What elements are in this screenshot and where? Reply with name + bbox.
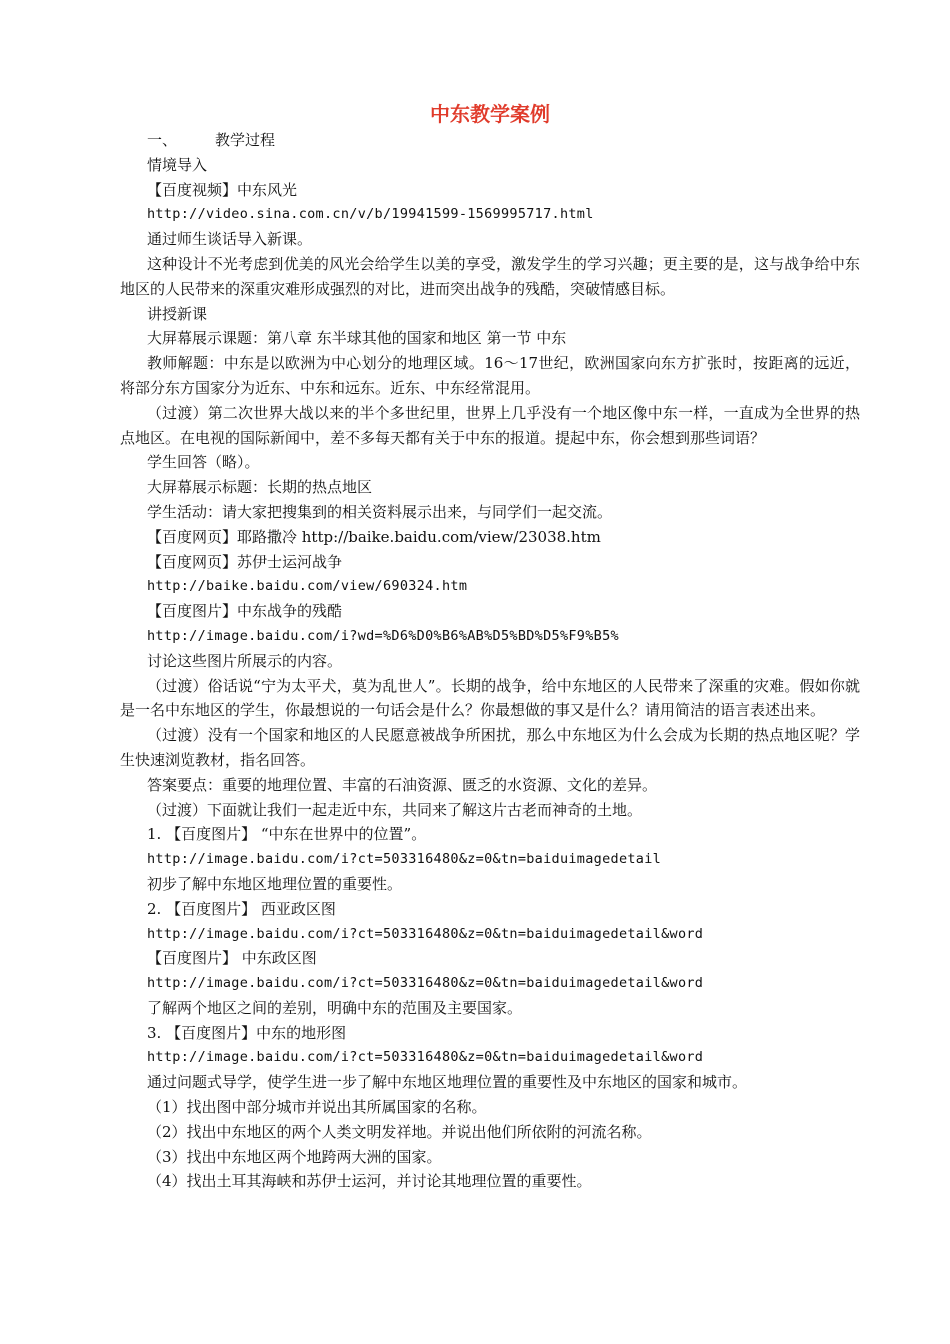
list-number: 2. [147,899,162,918]
list-item-2: 2. 【百度图片】 西亚政区图 [147,899,336,918]
resource-war-images: 【百度图片】中东战争的残酷 [147,602,343,621]
resource-suez: 【百度网页】苏伊士运河战争 [147,552,343,571]
list-item-3: 3. 【百度图片】中东的地形图 [147,1023,347,1042]
list-number: 1. [147,825,162,844]
text-line: 大屏幕展示标题：长期的热点地区 [147,478,373,497]
question-2: （2）找出中东地区的两个人类文明发祥地。并说出他们所依附的河流名称。 [147,1122,652,1141]
page-title: 中东教学案例 [430,102,550,126]
resource-jerusalem[interactable]: 【百度网页】耶路撒冷 http://baike.baidu.com/view/23038.htm [147,527,601,546]
section-heading [120,128,860,153]
question-1: （1）找出图中部分城市并说出其所属国家的名称。 [147,1098,487,1117]
question-3: （3）找出中东地区两个地跨两大洲的国家。 [147,1147,442,1166]
text-line: 讨论这些图片所展示的内容。 [147,651,343,670]
list-item-1: 1. 【百度图片】 “中东在世界中的位置”。 [147,825,427,844]
document-page [120,100,860,1194]
question-4: （4）找出土耳其海峡和苏伊士运河，并讨论其地理位置的重要性。 [147,1172,592,1191]
link-item-1[interactable]: http://image.baidu.com/i?ct=503316480&z=0&tn=baiduimagedetail [147,851,662,868]
paragraph-transition-1: （过渡）第二次世界大战以来的半个多世纪里，世界上几乎没有一个地区像中东一样，一直成为全世界的热点地区。在电视的国际新闻中，差不多每天都有关于中东的报道。提起中东，你会想到那些词语？ [120,403,860,447]
paragraph-transition-3: （过渡）没有一个国家和地区的人民愿意被战争所困扰，那么中东地区为什么会成为长期的热点地区呢？学生快速浏览教材，指名回答。 [120,726,860,769]
section-label: 教学过程 [215,131,276,149]
link-item-3[interactable]: http://image.baidu.com/i?ct=503316480&z=0&tn=baiduimagedetail&word [147,1049,704,1066]
text-line: 初步了解中东地区地理位置的重要性。 [147,874,403,893]
text-line: 学生回答（略）。 [147,453,260,472]
text-line: 通过师生谈话导入新课。 [147,230,313,249]
text-line: 学生活动：请大家把搜集到的相关资料展示出来，与同学们一起交流。 [147,502,613,521]
paragraph-design: 这种设计不光考虑到优美的风光会给学生以美的享受，激发学生的学习兴趣；更主要的是，这与战争给中东地区的人民带来的深重灾难形成强烈的对比，进而突出战争的残酷，突破情感目标。 [120,254,860,298]
paragraph-jieti: 教师解题：中东是以欧洲为中心划分的地理区域。16～17世纪，欧洲国家向东方扩张时，按距离的远近，将部分东方国家分为近东、中东和远东。近东、中东经常混用。 [120,354,860,397]
link-video[interactable]: http://video.sina.com.cn/v/b/19941599-1569995717.html [147,206,594,223]
section-number: 一、 [147,131,178,149]
text-line: 大屏幕展示课题：第八章 东半球其他的国家和地区 第一节 中东 [147,329,567,348]
text-line: 通过问题式导学，使学生进一步了解中东地区地理位置的重要性及中东地区的国家和城市。 [147,1073,748,1092]
link-zhengqu[interactable]: http://image.baidu.com/i?ct=503316480&z=0&tn=baiduimagedetail&word [147,975,704,992]
link-item-2[interactable]: http://image.baidu.com/i?ct=503316480&z=0&tn=baiduimagedetail&word [147,925,704,942]
text-line: 答案要点：重要的地理位置、丰富的石油资源、匮乏的水资源、文化的差异。 [147,775,658,794]
link-suez[interactable]: http://baike.baidu.com/view/690324.htm [147,578,468,595]
subheading-teaching: 讲授新课 [147,304,208,323]
subheading-intro: 情境导入 [147,155,208,174]
link-war-images[interactable]: http://image.baidu.com/i?wd=%D6%D0%B6%AB%D5%BD%D5%F9%B5% [147,627,619,644]
text-line: 了解两个地区之间的差别，明确中东的范围及主要国家。 [147,998,523,1017]
list-number: 3. [147,1023,162,1042]
text-line: （过渡）下面就让我们一起走近中东，共同来了解这片古老而神奇的土地。 [147,800,643,819]
resource-zhengqu: 【百度图片】 中东政区图 [147,949,317,968]
resource-video: 【百度视频】中东风光 [147,180,298,199]
paragraph-transition-2: （过渡）俗话说“宁为太平犬，莫为乱世人”。长期的战争，给中东地区的人民带来了深重的灾难。假如你就是一名中东地区的学生，你最想说的一句话会是什么？你最想做的事又是什么？请用简洁的语言表述出来。 [120,676,860,720]
